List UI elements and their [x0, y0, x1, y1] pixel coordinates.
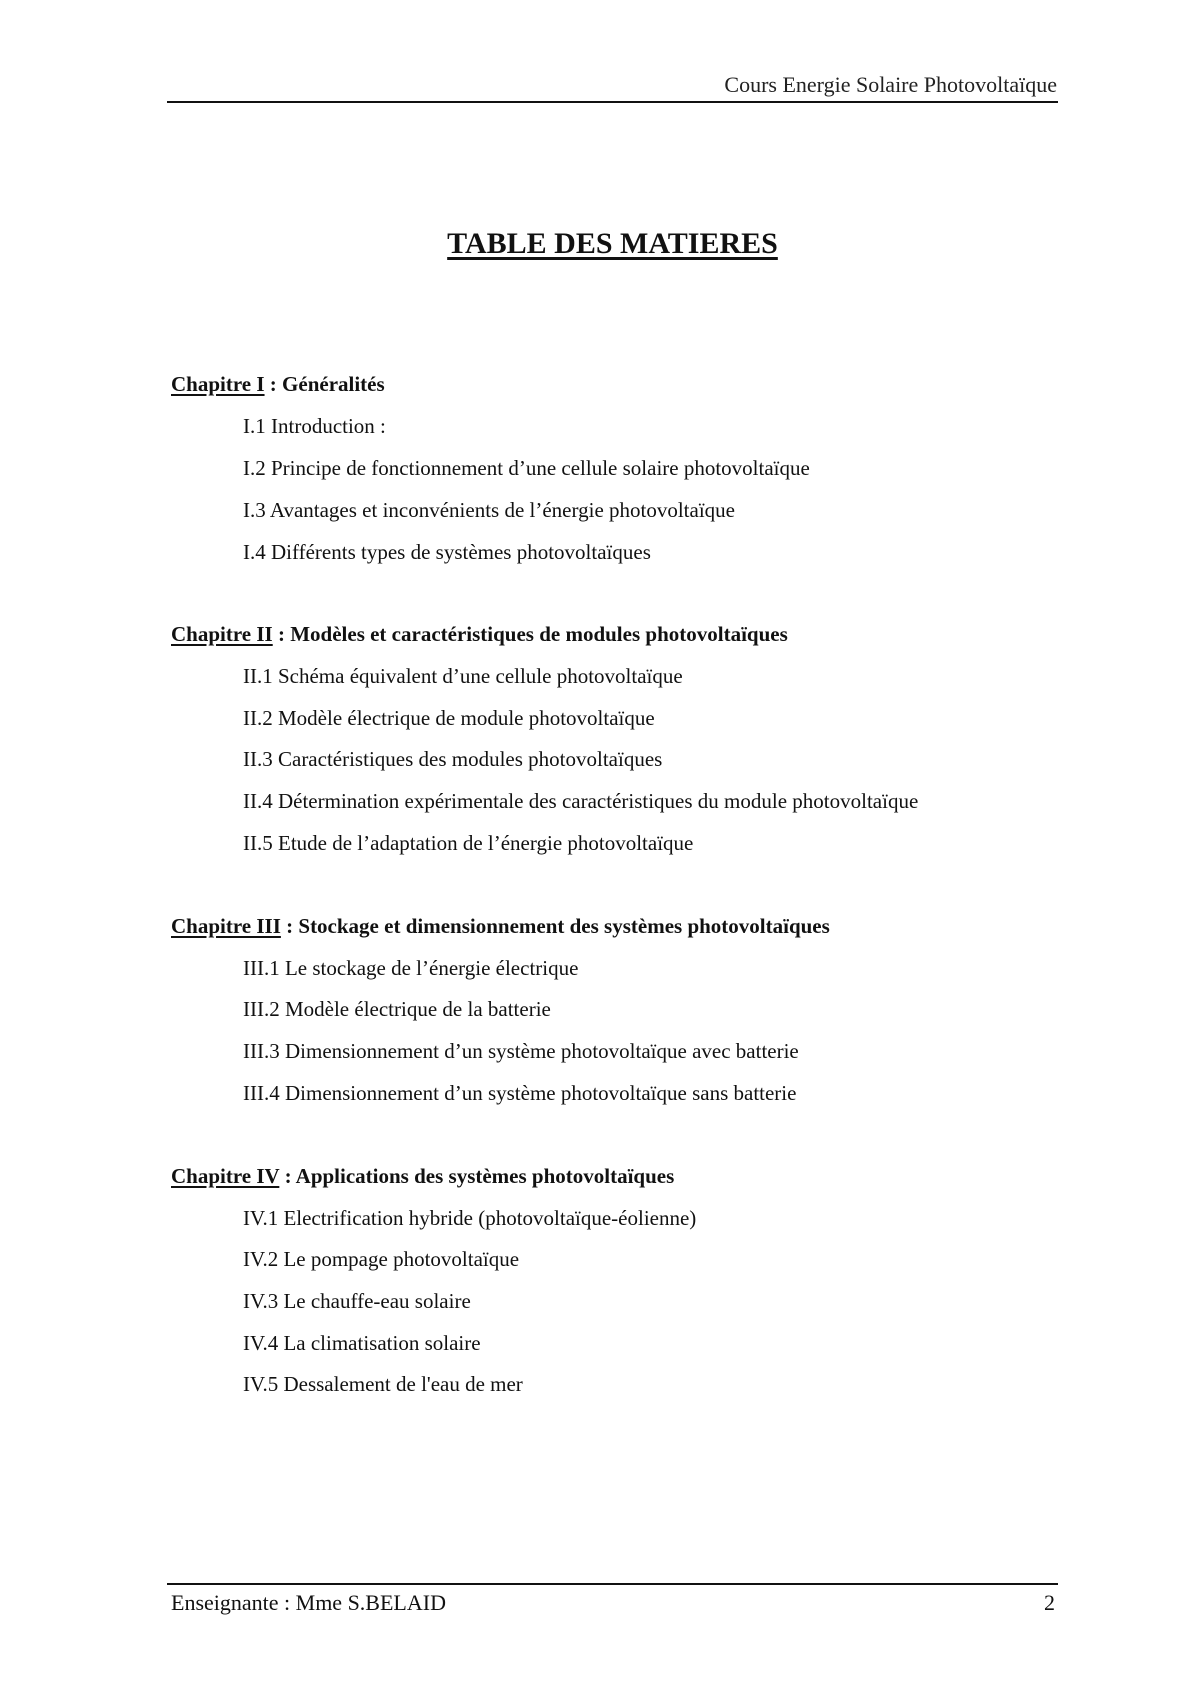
toc-entry: II.5 Etude de l’adaptation de l’énergie photovoltaïque	[243, 831, 694, 855]
chapter-heading-3	[171, 912, 830, 940]
chapter-label: Chapitre III	[171, 914, 281, 938]
header-title: Cours Energie Solaire Photovoltaïque	[724, 72, 1057, 97]
chapter-heading-1	[171, 370, 385, 398]
toc-entry: II.1 Schéma équivalent d’une cellule photovoltaïque	[243, 664, 683, 688]
page-number: 2	[1044, 1590, 1055, 1615]
toc-entry: IV.1 Electrification hybride (photovoltaïque-éolienne)	[243, 1206, 697, 1230]
chapter-title: : Stockage et dimensionnement des systèmes photovoltaïques	[280, 914, 830, 938]
chapter-title: : Modèles et caractéristiques de modules photovoltaïques	[272, 622, 788, 646]
toc-entry: III.3 Dimensionnement d’un système photovoltaïque avec batterie	[243, 1039, 799, 1063]
header-rule	[167, 101, 1058, 103]
toc-entry: II.2 Modèle électrique de module photovoltaïque	[243, 706, 655, 730]
toc-entry: I.4 Différents types de systèmes photovoltaïques	[243, 540, 651, 564]
toc-entry: II.4 Détermination expérimentale des caractéristiques du module photovoltaïque	[243, 789, 919, 813]
toc-entry: I.1 Introduction :	[243, 414, 386, 438]
toc-entry: II.3 Caractéristiques des modules photovoltaïques	[243, 747, 663, 771]
chapter-label: Chapitre IV	[171, 1164, 280, 1188]
toc-entry: III.1 Le stockage de l’énergie électrique	[243, 956, 579, 980]
toc-entry: IV.2 Le pompage photovoltaïque	[243, 1247, 520, 1271]
toc-entry: IV.4 La climatisation solaire	[243, 1331, 481, 1355]
footer-rule	[167, 1583, 1058, 1585]
toc-entry: IV.3 Le chauffe-eau solaire	[243, 1289, 471, 1313]
toc-entry: III.4 Dimensionnement d’un système photovoltaïque sans batterie	[243, 1081, 797, 1105]
toc-entry: I.3 Avantages et inconvénients de l’énergie photovoltaïque	[243, 498, 735, 522]
toc-entry: III.2 Modèle électrique de la batterie	[243, 997, 551, 1021]
page-title: TABLE DES MATIERES	[447, 227, 778, 260]
toc-entry: I.2 Principe de fonctionnement d’une cellule solaire photovoltaïque	[243, 456, 810, 480]
chapter-title: : Généralités	[264, 372, 385, 396]
chapter-heading-4	[171, 1162, 674, 1190]
footer-teacher: Enseignante : Mme S.BELAID	[171, 1590, 446, 1615]
chapter-title: : Applications des systèmes photovoltaïques	[279, 1164, 675, 1188]
chapter-label: Chapitre II	[171, 622, 273, 646]
chapter-heading-2	[171, 620, 788, 648]
toc-entry: IV.5 Dessalement de l'eau de mer	[243, 1372, 523, 1396]
chapter-label: Chapitre I	[171, 372, 265, 396]
